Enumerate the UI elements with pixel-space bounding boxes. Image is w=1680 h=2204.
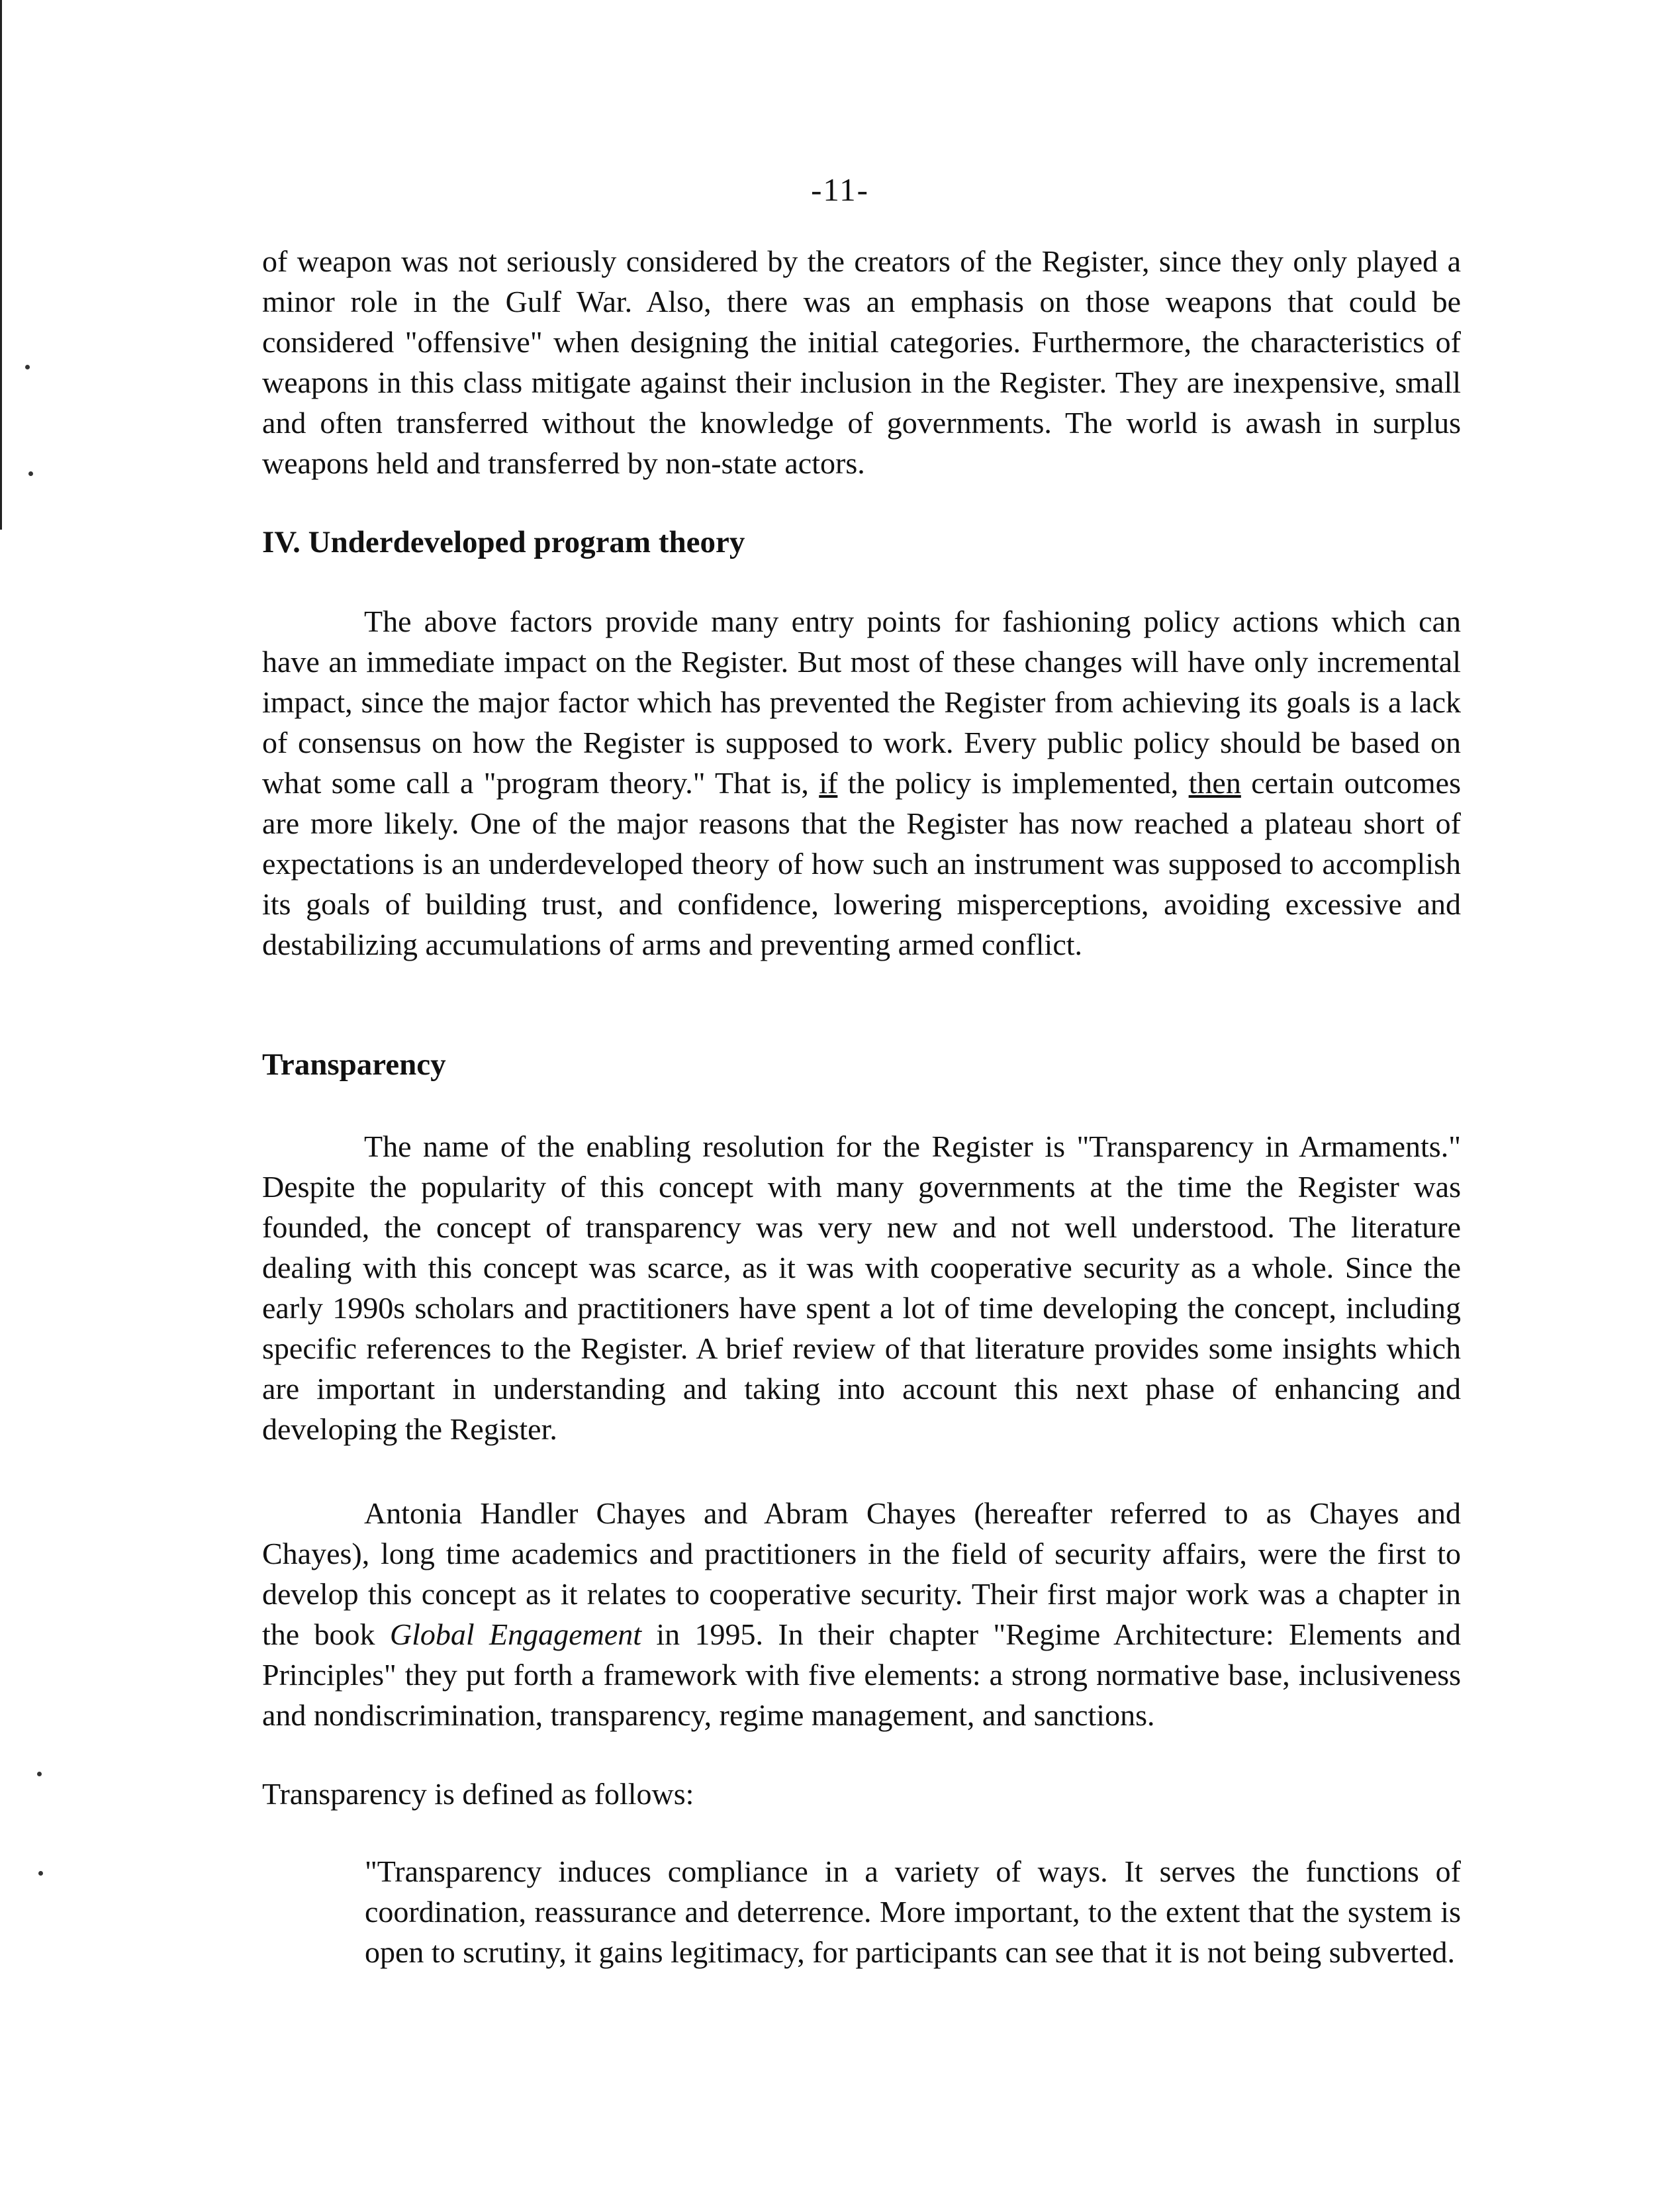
paragraph-text: the policy is implemented, (837, 766, 1189, 800)
paragraph-weapons-class: of weapon was not seriously considered by the creators of the Register, since they only played a minor role in the Gulf War. Also, there was an emphasis on those weapons that could be considered "offensive" when designing the initial categories. Furthermore, the characteristics of weapons in this class mitigate against their inclusion in the Register. They are inexpensive, small and often transferred without the knowledge of governments. The world is awash in surplus weapons held and transferred by non-state actors. (262, 244, 1461, 480)
section-heading-program-theory: IV. Underdeveloped program theory (262, 525, 745, 559)
scan-speck (28, 471, 33, 476)
paragraph-text: certain outcomes are more likely. One of the major reasons that the Register has now reached a plateau short of expectations is an underdeveloped theory of how such an instrument was supposed to accomplish its goals of building trust, and confidence, lowering misperceptions, avoiding excessive and destabilizing accumulations of arms and preventing armed conflict. (262, 766, 1461, 961)
underlined-word-then: then (1188, 766, 1241, 800)
paragraph-text: The above factors provide many entry points for fashioning policy actions which can have an immediate impact on the Register. But most of these changes will have only incremental impact, since the major factor which has prevented the Register from achieving its goals is a lack of consensus on how the Register is supposed to work. Every public policy should be based on what some call a "program theory." That is, (262, 604, 1461, 800)
scan-speck (38, 1871, 43, 1876)
paragraph-text: in 1995. In their chapter "Regime Architecture: Elements and Principles" they put forth a framework with five elements: a strong normative base, inclusiveness and nondiscrimination, transparency, regime management, and sanctions. (262, 1617, 1462, 1732)
paragraph-program-theory (262, 601, 1461, 965)
binding-edge-line (0, 0, 2, 530)
paragraph-transparency-resolution: The name of the enabling resolution for the Register is "Transparency in Armaments." Despite the popularity of this concept with many governments at the time the Register was founded, the concept of transparency was very new and not well understood. The literature dealing with this concept was scarce, as it was with cooperative security as a whole. Since the early 1990s scholars and practitioners have spent a lot of time developing the concept, including specific references to the Register. A brief review of that literature provides some insights which are important in understanding and taking into account this next phase of enhancing and developing the Register. (262, 1129, 1461, 1446)
paragraph-text: Antonia Handler Chayes and Abram Chayes (hereafter referred to as Chayes and Chayes), long time academics and practitioners in the field of security affairs, were the first to develop this concept as it relates to cooperative security. Their first major work was a chapter in the book (262, 1496, 1461, 1651)
paragraph-chayes (262, 1493, 1461, 1735)
scan-speck (25, 365, 30, 369)
underlined-word-if: if (819, 766, 838, 800)
page-number: -11- (811, 171, 869, 208)
scan-speck (37, 1772, 42, 1776)
section-heading-transparency: Transparency (262, 1047, 446, 1082)
paragraph-definition-intro: Transparency is defined as follows: (262, 1777, 694, 1811)
book-title: Global Engagement (389, 1617, 641, 1651)
block-quote: "Transparency induces compliance in a variety of ways. It serves the functions of coordination, reassurance and deterrence. More important, to the extent that the system is open to scrutiny, it gains legitimacy, for participants can see that it is not being subverted. (365, 1854, 1461, 1969)
